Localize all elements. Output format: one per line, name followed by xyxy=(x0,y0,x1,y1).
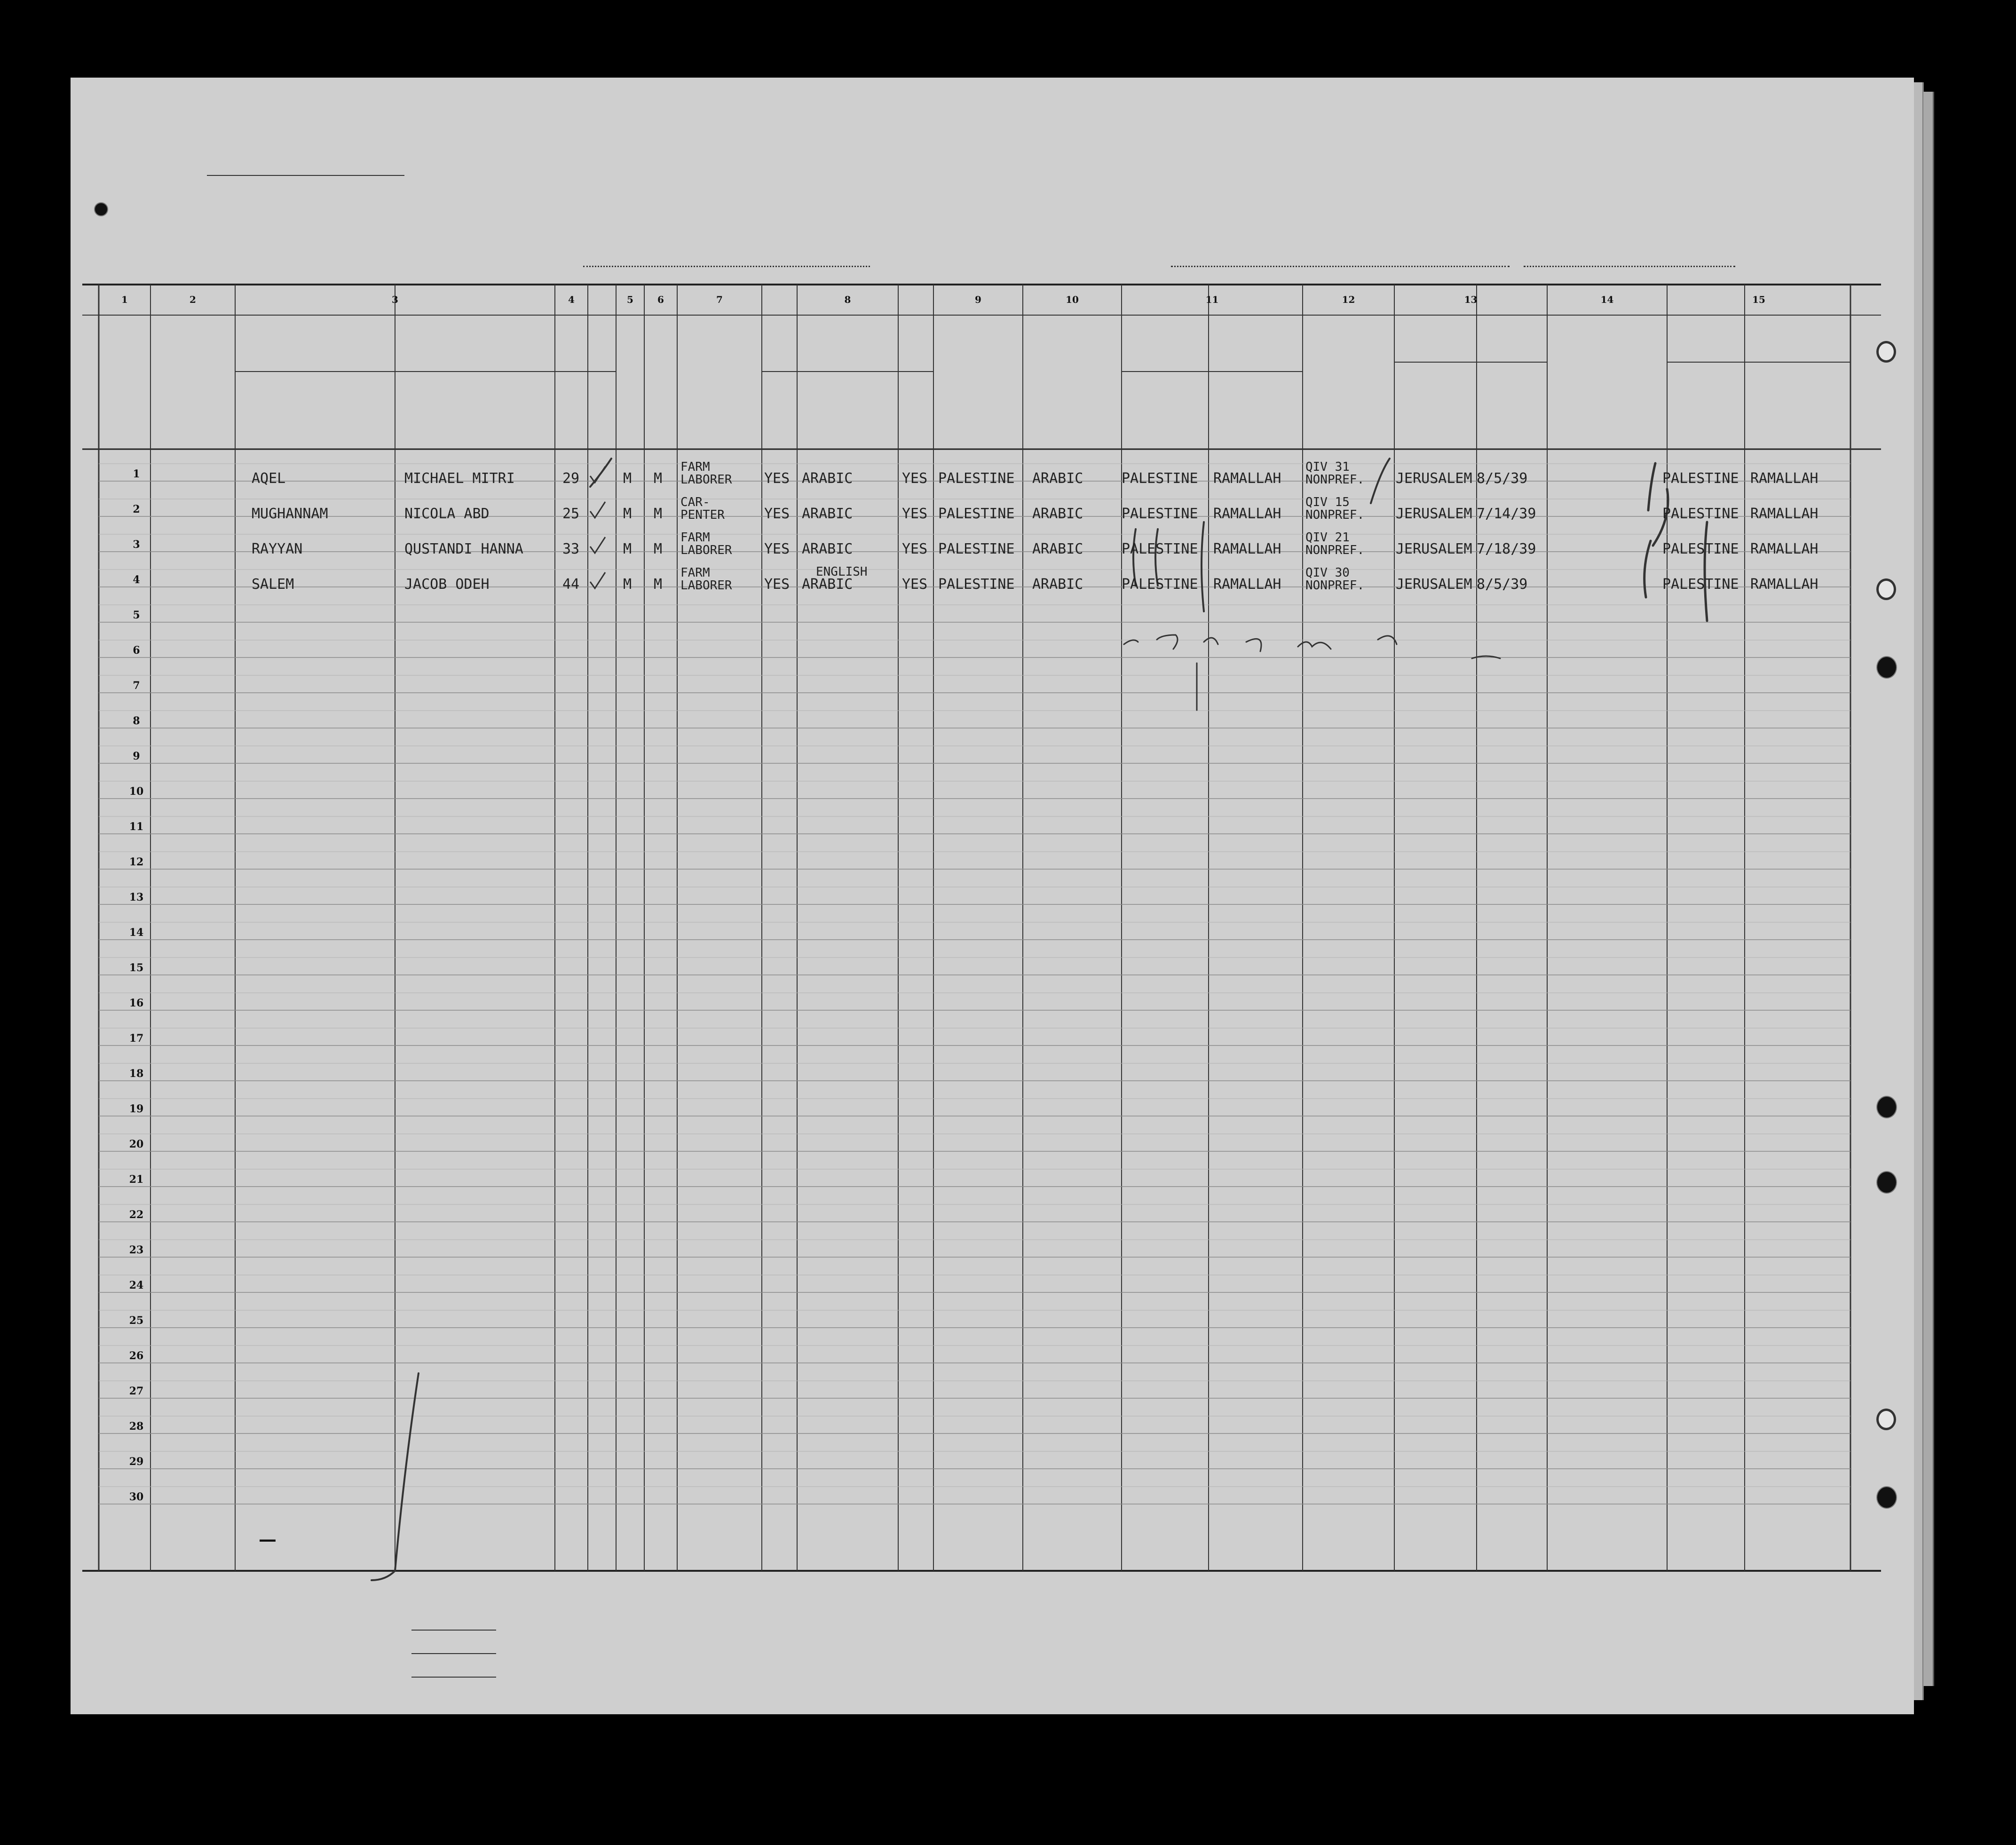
column-number: 11 xyxy=(1205,294,1219,305)
passenger-birth-city: RAMALLAH xyxy=(1213,576,1281,593)
occupation-line-1: FARM xyxy=(680,460,710,474)
total-passengers-line xyxy=(411,1630,496,1631)
passenger-given-name: NICOLA ABD xyxy=(404,506,490,522)
row-number: 30 xyxy=(129,1491,144,1503)
binder-hole xyxy=(1876,1171,1897,1194)
passenger-issue-date: 8/5/39 xyxy=(1477,576,1528,593)
age-checkmark xyxy=(590,537,605,553)
visa-class: NONPREF. xyxy=(1305,508,1365,522)
passenger-residence-country: PALESTINE xyxy=(1662,506,1739,522)
passenger-age-years: 44 xyxy=(562,576,580,593)
passenger-race: ARABIC xyxy=(1032,470,1083,487)
passenger-birth-country: PALESTINE xyxy=(1122,576,1198,593)
passenger-birth-city: RAMALLAH xyxy=(1213,470,1281,487)
birth-column-marks xyxy=(1133,522,1204,611)
passenger-issue-place: JERUSALEM xyxy=(1396,470,1472,487)
passenger-nationality: PALESTINE xyxy=(938,470,1015,487)
occupation-line-1: CAR- xyxy=(680,495,710,509)
passenger-sex: M xyxy=(623,506,632,522)
passenger-can-read: YES xyxy=(764,470,790,487)
passenger-age-years: 33 xyxy=(562,541,580,557)
ship-underline xyxy=(583,266,870,267)
binder-hole xyxy=(1876,656,1897,679)
column-number: 14 xyxy=(1600,294,1614,305)
passenger-given-name: JACOB ODEH xyxy=(404,576,490,593)
row-number: 26 xyxy=(129,1350,144,1362)
list-underline xyxy=(207,175,404,176)
passenger-visa xyxy=(1305,531,1364,557)
passenger-residence-country: PALESTINE xyxy=(1662,470,1739,487)
passenger-occupation xyxy=(680,567,732,592)
visa-class: NONPREF. xyxy=(1305,578,1365,593)
visa-number: QIV 31 xyxy=(1305,460,1350,474)
passenger-race: ARABIC xyxy=(1032,576,1083,593)
port-underline xyxy=(1171,266,1510,267)
aliens-line xyxy=(411,1677,496,1678)
binder-hole xyxy=(1876,1486,1897,1509)
row-number: 3 xyxy=(133,538,140,551)
binder-hole xyxy=(1876,1409,1896,1430)
passenger-can-read: YES xyxy=(764,506,790,522)
row-number: 11 xyxy=(129,821,144,833)
column-number: 13 xyxy=(1464,294,1478,305)
row-number: 19 xyxy=(129,1103,144,1115)
passenger-family-name: RAYYAN xyxy=(252,541,303,557)
handwritten-tick xyxy=(590,459,611,487)
passenger-nationality: PALESTINE xyxy=(938,541,1015,557)
row-number: 15 xyxy=(129,962,144,974)
row-number: 6 xyxy=(133,644,140,657)
binder-hole xyxy=(1876,341,1896,363)
row-number: 9 xyxy=(133,750,140,762)
passenger-residence-country: PALESTINE xyxy=(1662,541,1739,557)
passenger-residence-city: RAMALLAH xyxy=(1750,576,1818,593)
column-number: 3 xyxy=(392,294,398,305)
passenger-given-name: MICHAEL MITRI xyxy=(404,470,515,487)
row-number: 21 xyxy=(129,1173,144,1186)
occupation-line-2: LABORER xyxy=(680,473,732,487)
passenger-birth-city: RAMALLAH xyxy=(1213,541,1281,557)
passenger-read-language: ARABIC xyxy=(802,576,853,593)
occupation-line-1: FARM xyxy=(680,531,710,545)
column-number: 9 xyxy=(975,294,981,305)
column-number: 15 xyxy=(1752,294,1765,305)
passenger-marital-status: M xyxy=(654,576,663,593)
passenger-residence-country: PALESTINE xyxy=(1662,576,1739,593)
passenger-issue-place: JERUSALEM xyxy=(1396,576,1472,593)
passenger-nationality: PALESTINE xyxy=(938,506,1015,522)
row-number: 24 xyxy=(129,1279,144,1291)
row-number: 18 xyxy=(129,1068,144,1080)
passenger-sex: M xyxy=(623,541,632,557)
column-number: 4 xyxy=(568,294,575,305)
occupation-line-2: LABORER xyxy=(680,543,732,557)
passenger-birth-city: RAMALLAH xyxy=(1213,506,1281,522)
passenger-birth-country: PALESTINE xyxy=(1122,470,1198,487)
binder-hole xyxy=(1876,1096,1897,1118)
visa-number: QIV 30 xyxy=(1305,566,1350,580)
row-number: 13 xyxy=(129,891,144,903)
passenger-residence-city: RAMALLAH xyxy=(1750,470,1818,487)
passenger-nationality: PALESTINE xyxy=(938,576,1015,593)
passenger-marital-status: M xyxy=(654,506,663,522)
passenger-marital-status: M xyxy=(654,541,663,557)
column-number: 6 xyxy=(657,294,664,305)
row-number: 14 xyxy=(129,926,144,939)
passenger-family-name: AQEL xyxy=(252,470,286,487)
passenger-can-read: YES xyxy=(764,576,790,593)
occupation-line-1: FARM xyxy=(680,566,710,580)
row-number: 10 xyxy=(129,785,144,798)
handwritten-signature xyxy=(1124,635,1397,651)
passenger-can-write: YES xyxy=(902,541,928,557)
row-number: 27 xyxy=(129,1385,144,1397)
binder-hole xyxy=(1876,578,1896,600)
row-number: 29 xyxy=(129,1456,144,1468)
passenger-age-years: 29 xyxy=(562,470,580,487)
passenger-family-name: MUGHANNAM xyxy=(252,506,328,522)
passenger-visa xyxy=(1305,461,1364,486)
passenger-residence-city: RAMALLAH xyxy=(1750,541,1818,557)
us-citizens-line xyxy=(411,1653,496,1654)
column-number: 2 xyxy=(190,294,196,305)
row-number: 1 xyxy=(133,468,140,480)
passenger-read-language: ARABIC xyxy=(802,541,853,557)
age-checkmark xyxy=(590,502,605,518)
column-number: 7 xyxy=(716,294,723,305)
row30-mark: — xyxy=(259,1528,277,1550)
passenger-sex: M xyxy=(623,470,632,487)
row-number: 5 xyxy=(133,609,140,621)
column-number: 5 xyxy=(627,294,633,305)
column-number: 1 xyxy=(121,294,128,305)
row-number: 2 xyxy=(133,503,140,515)
passenger-family-name: SALEM xyxy=(252,576,294,593)
passenger-occupation xyxy=(680,531,732,557)
passenger-occupation xyxy=(680,496,725,522)
passenger-visa xyxy=(1305,567,1364,592)
column-number: 10 xyxy=(1066,294,1079,305)
row-number: 4 xyxy=(133,574,140,586)
passenger-read-language: ARABIC xyxy=(802,470,853,487)
passenger-race: ARABIC xyxy=(1032,541,1083,557)
passenger-can-write: YES xyxy=(902,506,928,522)
passenger-marital-status: M xyxy=(654,470,663,487)
visa-class: NONPREF. xyxy=(1305,473,1365,487)
row-number: 16 xyxy=(129,997,144,1009)
passenger-issue-place: JERUSALEM xyxy=(1396,541,1472,557)
row-number: 17 xyxy=(129,1032,144,1045)
visa-number: QIV 15 xyxy=(1305,495,1350,509)
row-number: 25 xyxy=(129,1314,144,1327)
row-number: 28 xyxy=(129,1420,144,1433)
passenger-residence-city: RAMALLAH xyxy=(1750,506,1818,522)
visa-class: NONPREF. xyxy=(1305,543,1365,557)
occupation-line-2: LABORER xyxy=(680,578,732,593)
passenger-visa xyxy=(1305,496,1364,522)
passenger-issue-date: 8/5/39 xyxy=(1477,470,1528,487)
occupation-line-2: PENTER xyxy=(680,508,725,522)
passenger-birth-country: PALESTINE xyxy=(1122,506,1198,522)
passenger-issue-place: JERUSALEM xyxy=(1396,506,1472,522)
passenger-issue-date: 7/14/39 xyxy=(1477,506,1536,522)
row-number: 8 xyxy=(133,715,140,727)
visa-number: QIV 21 xyxy=(1305,531,1350,545)
passenger-can-read: YES xyxy=(764,541,790,557)
passenger-sex: M xyxy=(623,576,632,593)
age-checkmark xyxy=(590,572,605,588)
row-number: 12 xyxy=(129,856,144,868)
passenger-race: ARABIC xyxy=(1032,506,1083,522)
passenger-can-write: YES xyxy=(902,470,928,487)
passenger-birth-country: PALESTINE xyxy=(1122,541,1198,557)
passenger-read-language: ARABIC xyxy=(802,506,853,522)
row-number: 22 xyxy=(129,1209,144,1221)
punch-hole xyxy=(94,202,108,216)
row-number: 20 xyxy=(129,1138,144,1150)
row-number: 7 xyxy=(133,680,140,692)
passenger-occupation xyxy=(680,461,732,486)
column-number: 12 xyxy=(1342,294,1355,305)
column-number: 8 xyxy=(844,294,851,305)
passenger-can-write: YES xyxy=(902,576,928,593)
passenger-issue-date: 7/18/39 xyxy=(1477,541,1536,557)
passenger-age-years: 25 xyxy=(562,506,580,522)
passenger-read-language-extra: ENGLISH xyxy=(816,565,868,579)
row-number: 23 xyxy=(129,1244,144,1256)
date-underline xyxy=(1524,266,1735,267)
passenger-given-name: QUSTANDI HANNA xyxy=(404,541,523,557)
